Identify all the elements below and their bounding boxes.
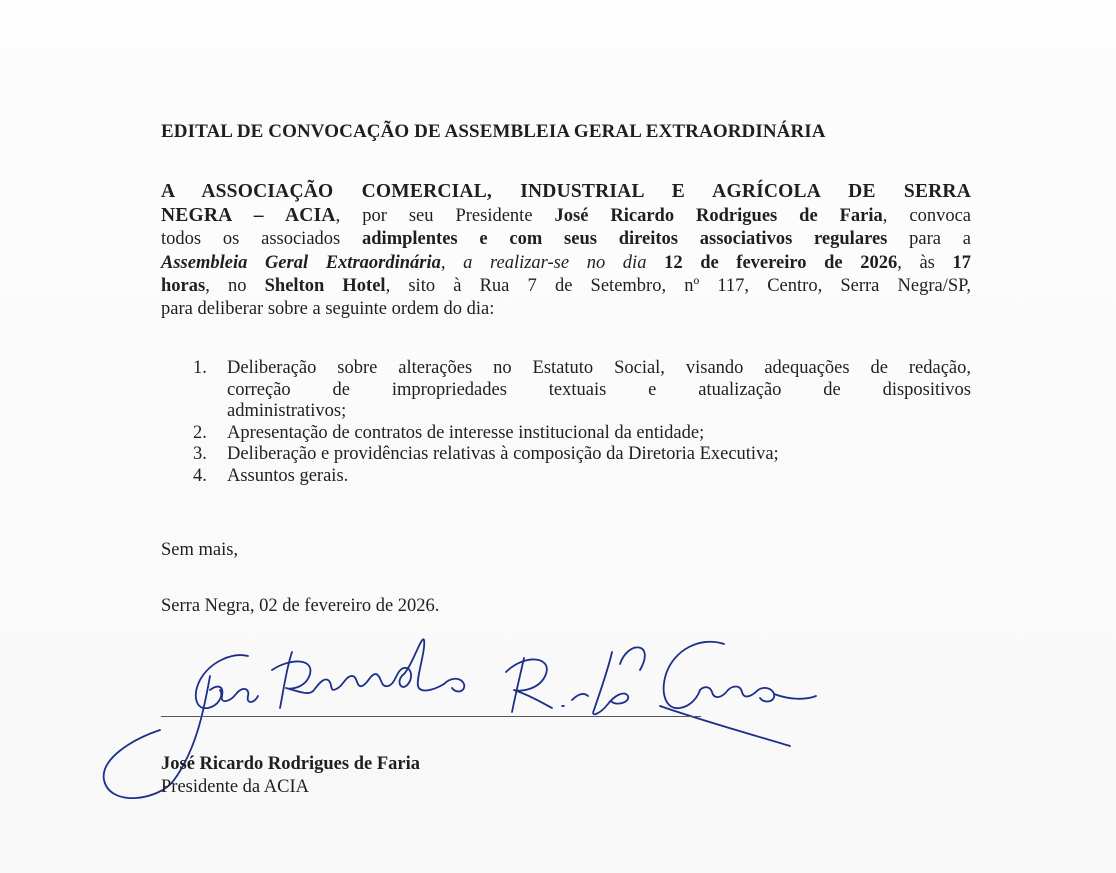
signature-stroke — [664, 642, 724, 708]
agenda-item-line: Deliberação sobre alterações no Estatuto Social, visando adequações de redação, — [227, 358, 971, 378]
intro-line-3 — [161, 228, 971, 251]
agenda-item-number: 4. — [193, 465, 207, 486]
organization-name-part-1: A ASSOCIAÇÃO COMERCIAL, INDUSTRIAL E AGRÍCOLA DE SERRA — [161, 181, 971, 202]
members-qualifier: adimplentes e com seus direitos associativos regulares — [362, 229, 888, 250]
meeting-hour: 17 — [952, 252, 971, 273]
intro-text: , no — [205, 275, 265, 296]
agenda-list — [193, 358, 971, 487]
president-name: José Ricardo Rodrigues de Faria — [554, 206, 883, 227]
signature-stroke — [272, 639, 444, 693]
intro-text: , a realizar-se no dia — [440, 252, 665, 273]
signature-stroke — [593, 652, 628, 714]
closing-text: Sem mais, — [161, 540, 239, 560]
agenda-item — [193, 358, 971, 423]
signature-stroke — [620, 647, 645, 670]
intro-line-2 — [161, 204, 971, 228]
agenda-item-number: 1. — [193, 358, 207, 378]
intro-text: , às — [897, 252, 953, 273]
signature-stroke — [572, 694, 588, 700]
signature-stroke — [444, 679, 464, 692]
signature-stroke — [506, 659, 552, 708]
intro-paragraph — [161, 180, 971, 321]
assembly-name: Assembleia Geral Extraordinária — [161, 252, 441, 273]
place-and-date: Serra Negra, 02 de fevereiro de 2026. — [161, 596, 440, 616]
intro-line-6 — [161, 298, 971, 321]
venue-address: , sito à Rua 7 de Setembro, nº 117, Centro, Serra Negra/SP, — [385, 275, 972, 296]
intro-text: para a — [887, 229, 971, 250]
signer-role: Presidente da ACIA — [161, 777, 309, 797]
agenda-item-number: 2. — [193, 422, 207, 443]
agenda-item-number: 3. — [193, 444, 207, 464]
document-title: EDITAL DE CONVOCAÇÃO DE ASSEMBLEIA GERAL EXTRAORDINÁRIA — [161, 121, 826, 142]
agenda-item-text: Deliberação e providências relativas à composição da Diretoria Executiva; — [227, 444, 779, 464]
intro-text: todos os associados — [161, 229, 363, 250]
signature-stroke — [774, 694, 816, 699]
signature-stroke — [700, 687, 774, 702]
intro-text: , convoca — [882, 206, 971, 227]
agenda-item-text — [227, 358, 971, 423]
signature-stroke — [280, 652, 292, 708]
agenda-item — [193, 423, 971, 445]
organization-name-part-2: NEGRA – ACIA — [161, 205, 336, 227]
intro-line-1 — [161, 180, 971, 204]
signature-stroke — [660, 706, 790, 746]
venue-name: Shelton Hotel — [264, 275, 386, 296]
agenda-item — [193, 466, 971, 488]
agenda-item — [193, 444, 971, 466]
signature-stroke — [210, 687, 258, 702]
signer-name: José Ricardo Rodrigues de Faria — [161, 754, 420, 774]
signature-line — [161, 716, 701, 717]
agenda-item-text: Apresentação de contratos de interesse institucional da entidade; — [227, 422, 705, 443]
intro-line-4 — [161, 252, 971, 275]
agenda-item-text: Assuntos gerais. — [227, 465, 349, 486]
intro-text: , por seu Presidente — [335, 206, 555, 227]
agenda-item-line: administrativos; — [227, 401, 347, 421]
intro-line-5 — [161, 275, 971, 298]
meeting-hour-unit: horas — [161, 275, 206, 296]
intro-text: para deliberar sobre a seguinte ordem do dia: — [161, 299, 495, 320]
meeting-date: 12 de fevereiro de 2026 — [664, 252, 898, 273]
agenda-item-line: correção de impropriedades textuais e atualização de dispositivos — [227, 379, 971, 400]
